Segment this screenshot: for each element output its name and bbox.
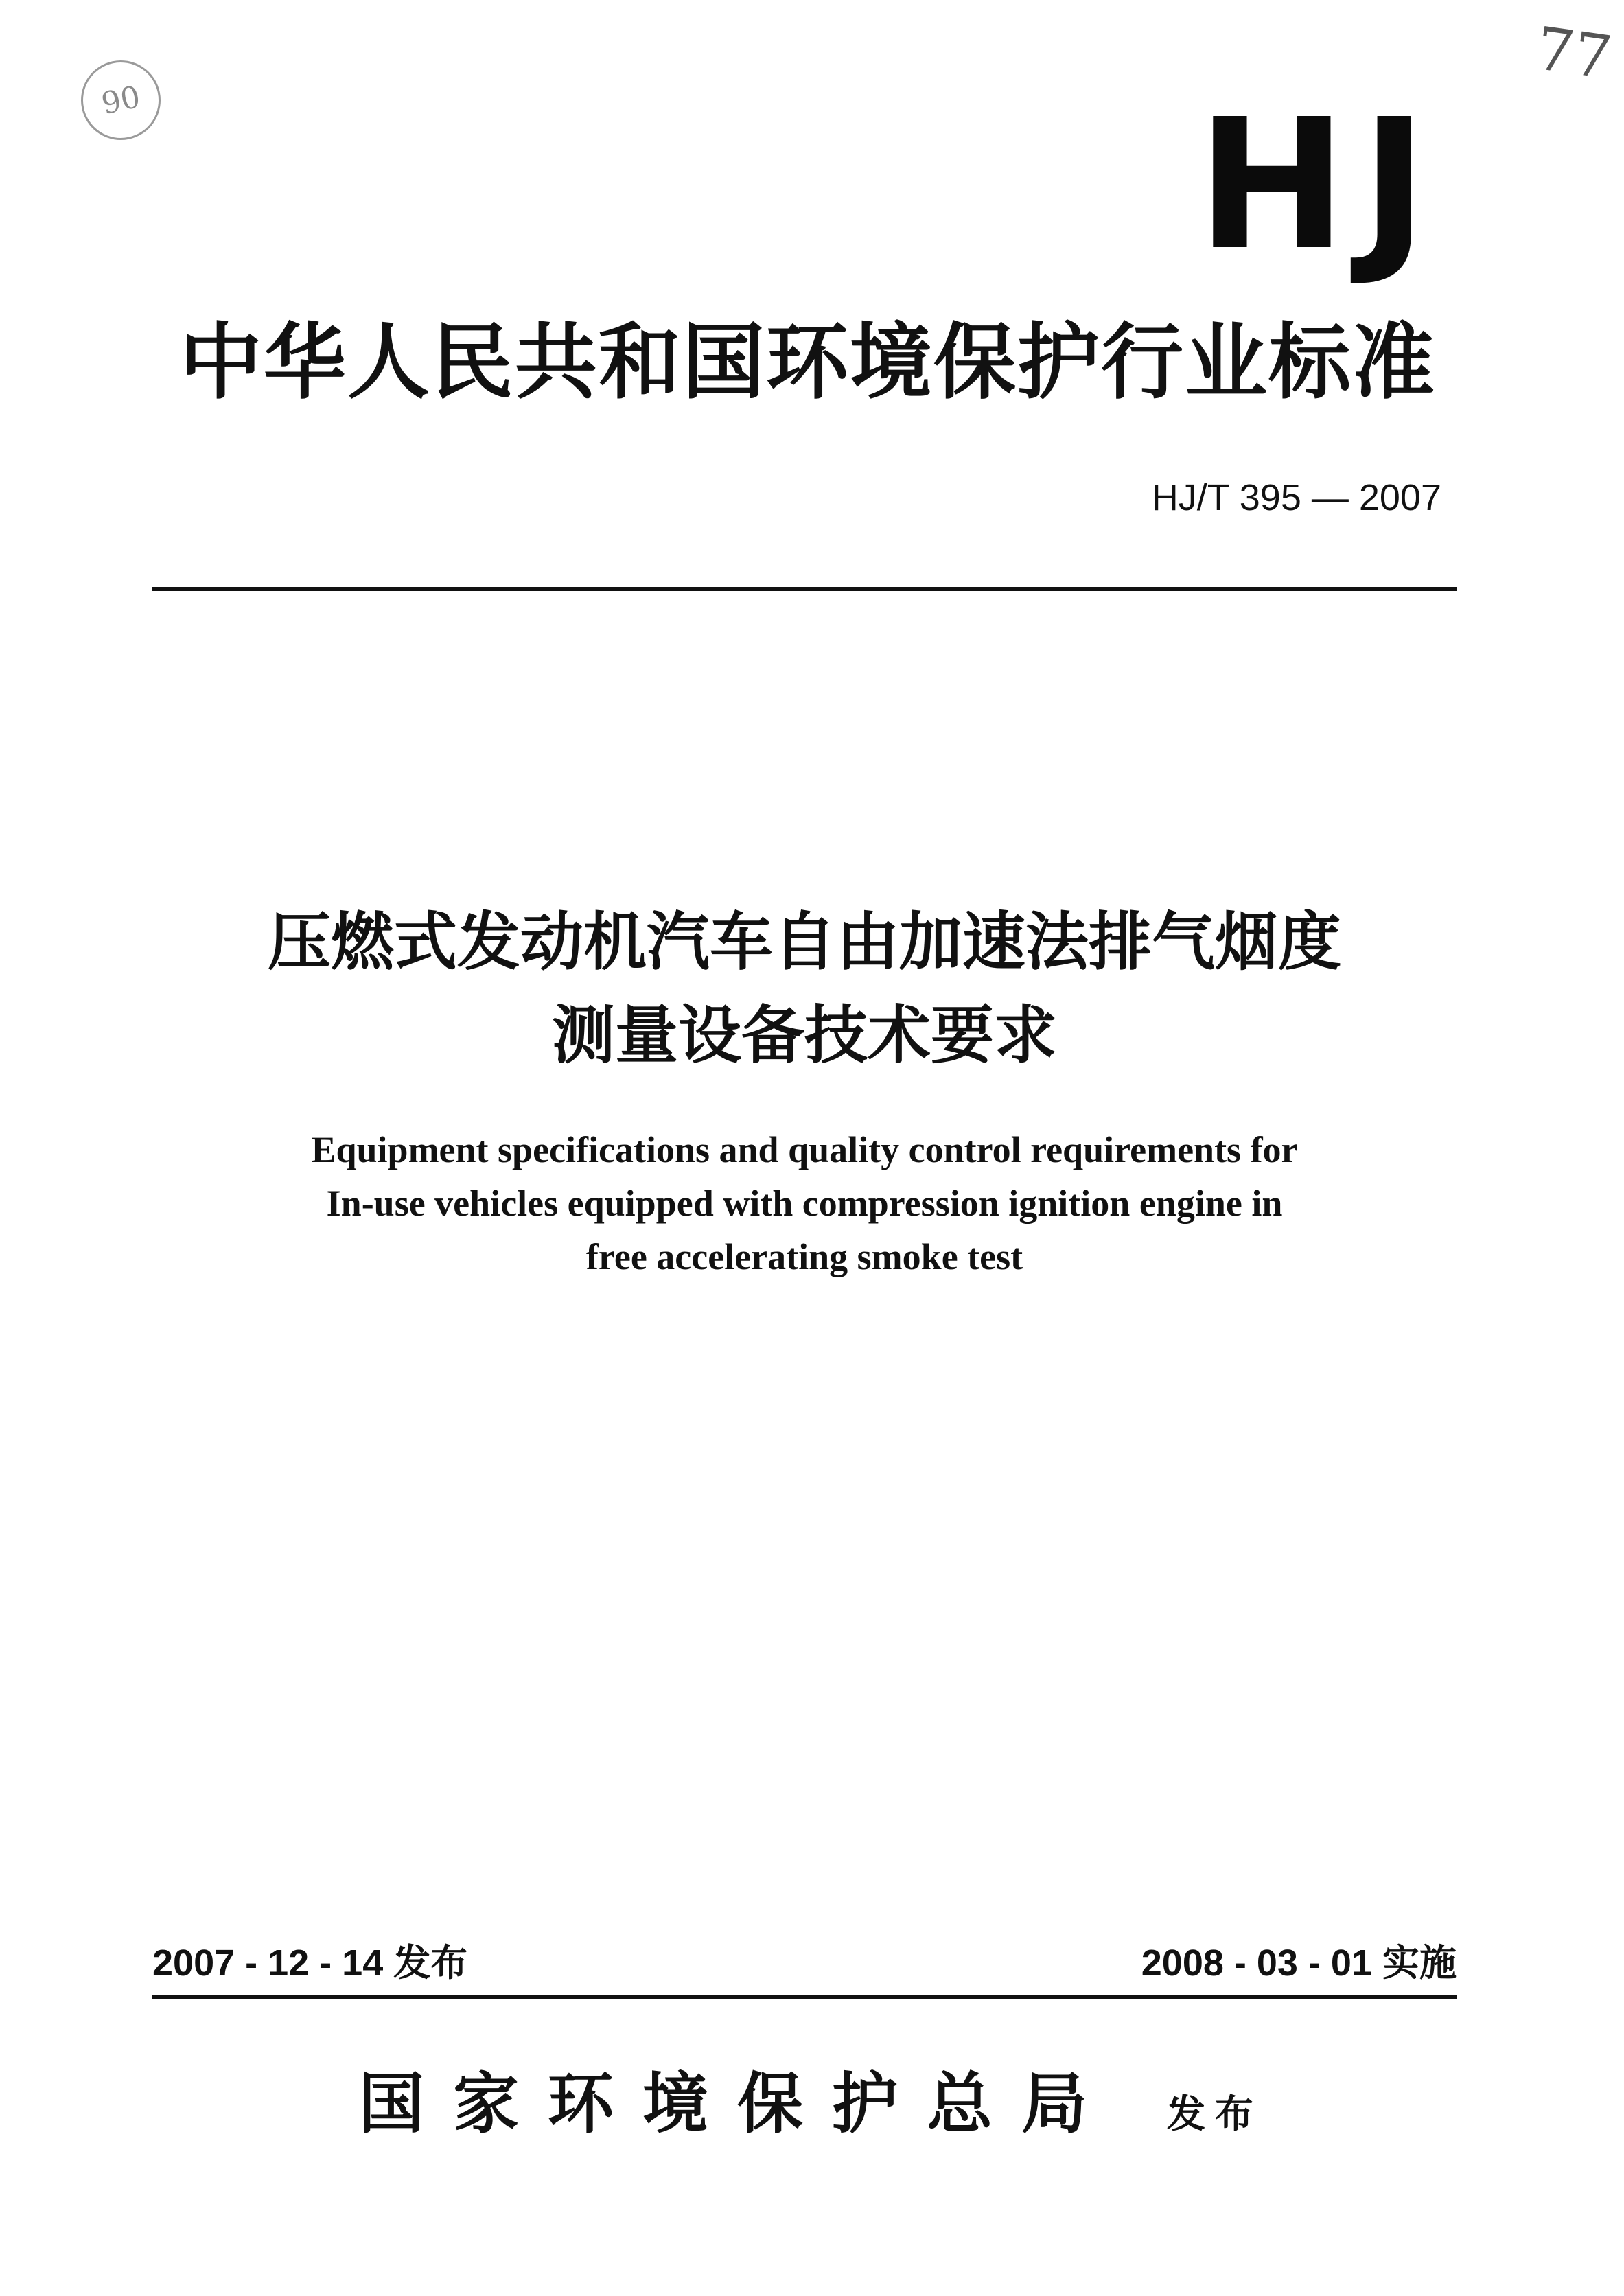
chinese-title (152, 896, 1457, 1082)
bottom-divider (152, 1995, 1457, 1999)
publish-label: 发布 (1167, 2091, 1263, 2137)
stamp-number: 90 (98, 79, 143, 121)
standard-number: HJ/T 395 — 2007 (1151, 477, 1441, 518)
chinese-title-line-1: 压燃式发动机汽车自由加速法排气烟度 (267, 905, 1341, 979)
hj-logo: HJ (1196, 80, 1441, 290)
issue-date: 2007 - 12 - 14 发布 (152, 1943, 468, 1984)
implementation-date: 2008 - 03 - 01 实施 (1141, 1943, 1457, 1984)
english-title-line-2: In-use vehicles equipped with compression ignition engine in (326, 1183, 1283, 1224)
english-title (152, 1123, 1457, 1284)
top-divider (152, 587, 1457, 591)
handwritten-page-number: 77 (1531, 14, 1616, 93)
archive-stamp (73, 53, 168, 148)
english-title-line-3: free accelerating smoke test (585, 1236, 1023, 1277)
english-title-line-1: Equipment specifications and quality control requirements for (311, 1129, 1298, 1170)
standard-category-title: 中华人民共和国环境保护行业标准 (180, 314, 1436, 410)
chinese-title-line-2: 测量设备技术要求 (551, 999, 1057, 1072)
publisher-name: 国家环境保护总局 (358, 2065, 1116, 2142)
